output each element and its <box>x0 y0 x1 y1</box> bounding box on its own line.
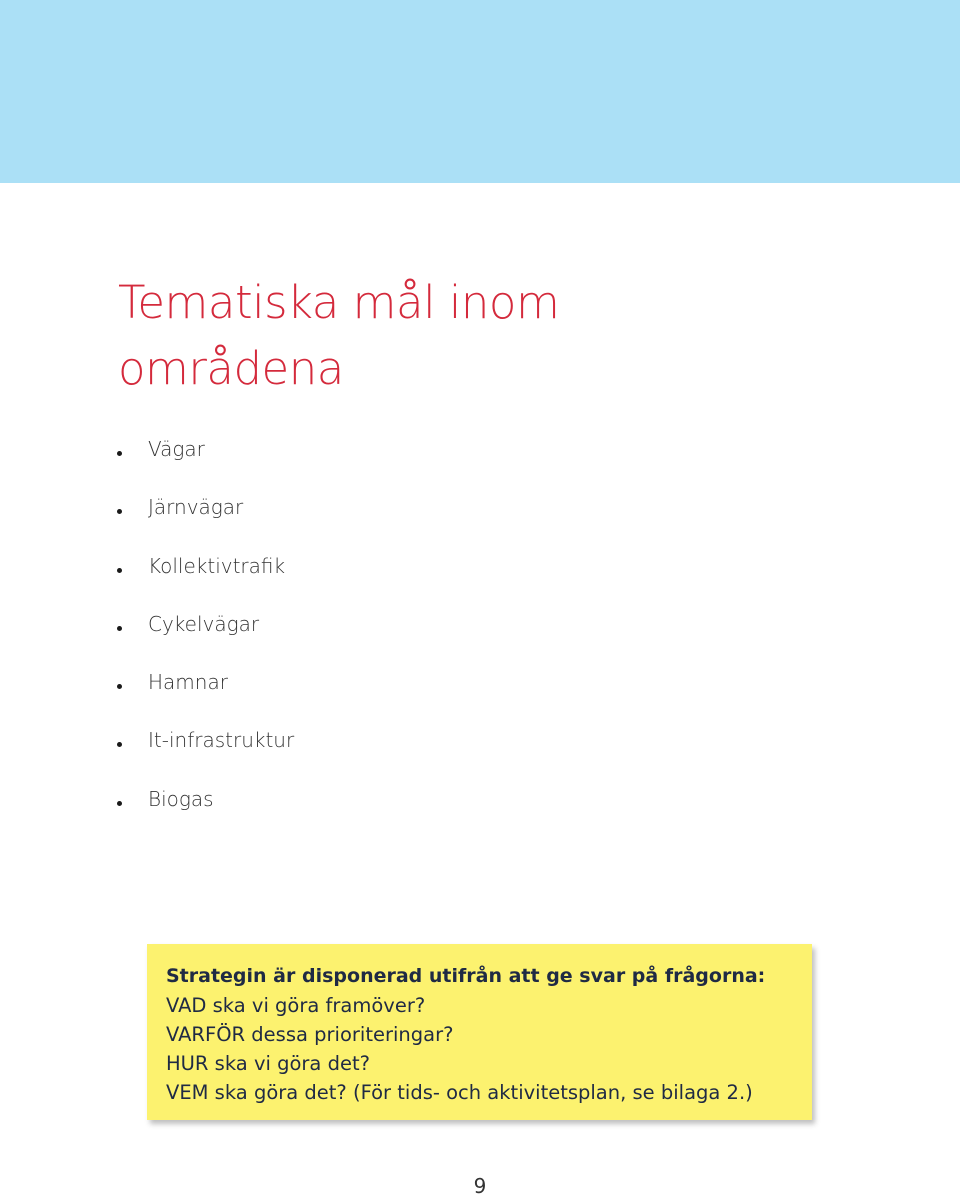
bullet-icon <box>117 801 122 806</box>
list-item <box>117 492 294 550</box>
list-item <box>117 551 294 609</box>
page-title <box>118 270 818 402</box>
list-item-label: Cykelvägar <box>148 611 260 636</box>
list-item <box>117 609 294 667</box>
bullet-icon <box>117 509 122 514</box>
list-item-label: Järnvägar <box>148 495 244 520</box>
note-line-what: VAD ska vi göra framöver? <box>166 994 426 1017</box>
bullet-icon <box>117 626 122 631</box>
bullet-icon <box>117 568 122 573</box>
page-title-line-1: Tematiska mål inom <box>118 276 560 329</box>
list-item-label: Biogas <box>148 786 214 811</box>
note-line-why: VARFÖR dessa prioriteringar? <box>166 1023 454 1046</box>
bullet-icon <box>117 451 122 456</box>
note-line-who: VEM ska göra det? (För tids- och aktivitetsplan, se bilaga 2.) <box>166 1081 753 1104</box>
bullet-icon <box>117 742 122 747</box>
page-number: 9 <box>473 1174 487 1198</box>
list-item-label: Kollektivtrafik <box>148 553 286 578</box>
top-color-band <box>0 0 960 183</box>
topic-list <box>117 434 294 842</box>
list-item <box>117 784 294 842</box>
page-title-line-2: områdena <box>118 342 344 395</box>
note-line-how: HUR ska vi göra det? <box>166 1052 370 1075</box>
list-item-label: It-infrastruktur <box>148 728 295 753</box>
bullet-icon <box>117 684 122 689</box>
list-item <box>117 725 294 783</box>
list-item-label: Hamnar <box>148 670 228 695</box>
note-heading: Strategin är disponerad utifrån att ge svar på frågorna: <box>166 965 766 987</box>
strategy-note-box <box>147 944 812 1120</box>
list-item <box>117 434 294 492</box>
list-item-label: Vägar <box>148 437 205 461</box>
list-item <box>117 667 294 725</box>
